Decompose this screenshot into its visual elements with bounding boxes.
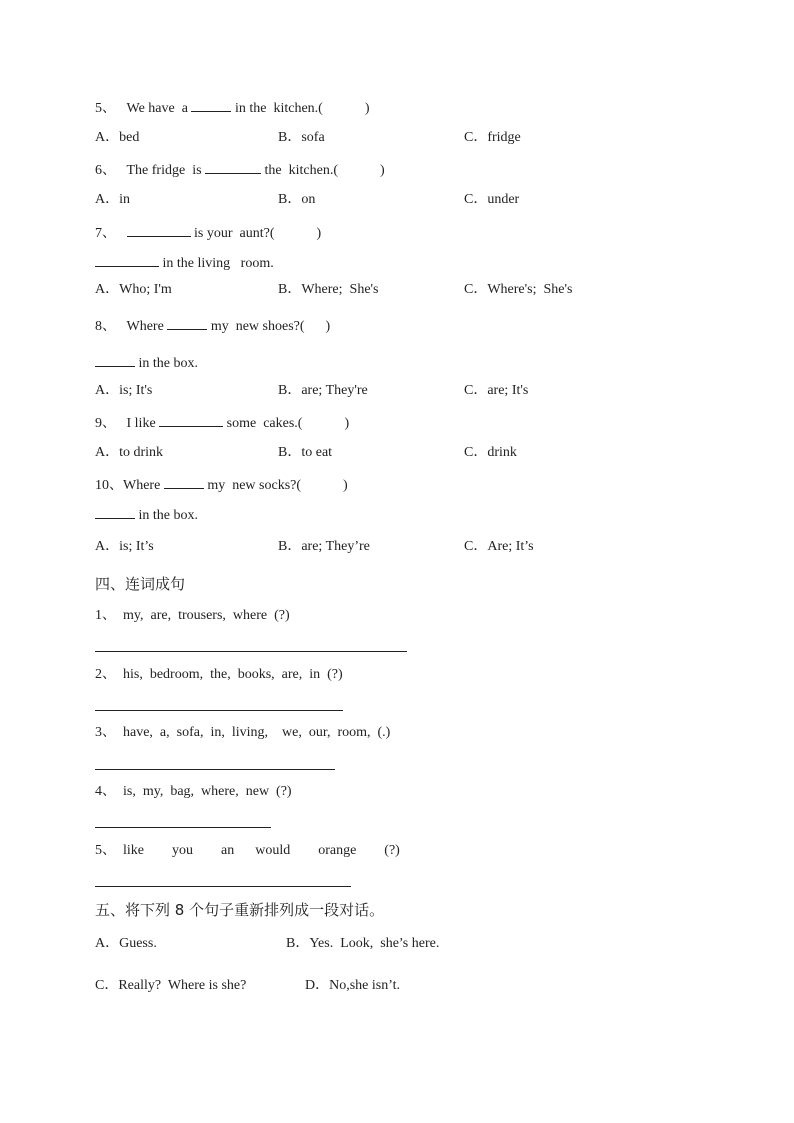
- scramble-item-5: 5、 like you an would orange (?): [95, 843, 400, 858]
- option-a[interactable]: A．to drink: [95, 445, 164, 460]
- option-c[interactable]: C．are; It's: [464, 383, 529, 398]
- dialogue-sentence-b: B．Yes. Look, she’s here.: [286, 936, 440, 951]
- answer-line[interactable]: [95, 651, 407, 652]
- dialogue-sentence-d: D．No,she isn’t.: [305, 978, 401, 993]
- question-8-line-2: [95, 353, 198, 373]
- option-b[interactable]: B．are; They're: [278, 383, 368, 398]
- question-text: Where: [123, 478, 164, 493]
- dialogue-sentence-c: C．Really? Where is she?: [95, 978, 247, 993]
- section-5-title: 五、将下列 8 个句子重新排列成一段对话。: [95, 901, 385, 919]
- question-number: 8、: [95, 319, 116, 334]
- question-text: Where: [126, 319, 168, 334]
- answer-blank[interactable]: [95, 353, 135, 367]
- option-c[interactable]: C．Are; It’s: [464, 539, 534, 554]
- question-7: [95, 223, 321, 243]
- option-b[interactable]: B．sofa: [278, 130, 325, 145]
- option-c[interactable]: C．fridge: [464, 130, 521, 145]
- question-text: The fridge is: [126, 163, 206, 178]
- question-number: 10、: [95, 478, 123, 493]
- question-6: [95, 160, 385, 180]
- answer-line[interactable]: [95, 886, 351, 887]
- scramble-item-4: 4、 is, my, bag, where, new (?): [95, 784, 292, 799]
- question-text: in the living room.: [159, 256, 274, 271]
- question-text: some cakes.( ): [223, 416, 350, 431]
- answer-line[interactable]: [95, 827, 271, 828]
- answer-line[interactable]: [95, 769, 335, 770]
- option-b[interactable]: B．are; They’re: [278, 539, 370, 554]
- option-b[interactable]: B．to eat: [278, 445, 333, 460]
- option-c[interactable]: C．drink: [464, 445, 517, 460]
- option-a[interactable]: A．is; It’s: [95, 539, 154, 554]
- question-text: in the box.: [135, 508, 198, 523]
- option-c[interactable]: C．under: [464, 192, 520, 207]
- question-number: 6、: [95, 163, 116, 178]
- option-b[interactable]: B．on: [278, 192, 316, 207]
- question-text: my new socks?( ): [203, 478, 348, 493]
- option-a[interactable]: A．in: [95, 192, 130, 207]
- question-5: [95, 98, 369, 118]
- question-text: in the kitchen.( ): [231, 101, 370, 116]
- answer-blank[interactable]: [164, 475, 204, 489]
- answer-blank[interactable]: [159, 413, 223, 427]
- scramble-item-2: 2、 his, bedroom, the, books, are, in (?): [95, 667, 343, 682]
- question-10: [95, 475, 348, 495]
- question-text: in the box.: [135, 356, 198, 371]
- question-text: the kitchen.( ): [261, 163, 385, 178]
- answer-blank[interactable]: [95, 253, 159, 267]
- option-a[interactable]: A．is; It's: [95, 383, 153, 398]
- answer-blank[interactable]: [127, 223, 191, 237]
- option-c[interactable]: C．Where's; She's: [464, 282, 573, 297]
- question-10-line-2: [95, 505, 198, 525]
- question-number: 9、: [95, 416, 116, 431]
- question-number: 7、: [95, 226, 116, 241]
- answer-line[interactable]: [95, 710, 343, 711]
- scramble-item-3: 3、 have, a, sofa, in, living, we, our, room, (.): [95, 725, 391, 740]
- question-7-line-2: [95, 253, 274, 273]
- option-a[interactable]: A．Who; I'm: [95, 282, 172, 297]
- question-8: [95, 316, 330, 336]
- answer-blank[interactable]: [191, 98, 231, 112]
- question-text: I like: [126, 416, 160, 431]
- question-9: [95, 413, 349, 433]
- question-text: We have a: [126, 101, 192, 116]
- question-text: my new shoes?( ): [207, 319, 331, 334]
- answer-blank[interactable]: [167, 316, 207, 330]
- answer-blank[interactable]: [205, 160, 261, 174]
- option-b[interactable]: B．Where; She's: [278, 282, 379, 297]
- question-text: is your aunt?( ): [190, 226, 322, 241]
- answer-blank[interactable]: [95, 505, 135, 519]
- dialogue-sentence-a: A．Guess.: [95, 936, 157, 951]
- option-a[interactable]: A．bed: [95, 130, 140, 145]
- scramble-item-1: 1、 my, are, trousers, where (?): [95, 608, 290, 623]
- question-number: 5、: [95, 101, 116, 116]
- section-4-title: 四、连词成句: [95, 575, 186, 593]
